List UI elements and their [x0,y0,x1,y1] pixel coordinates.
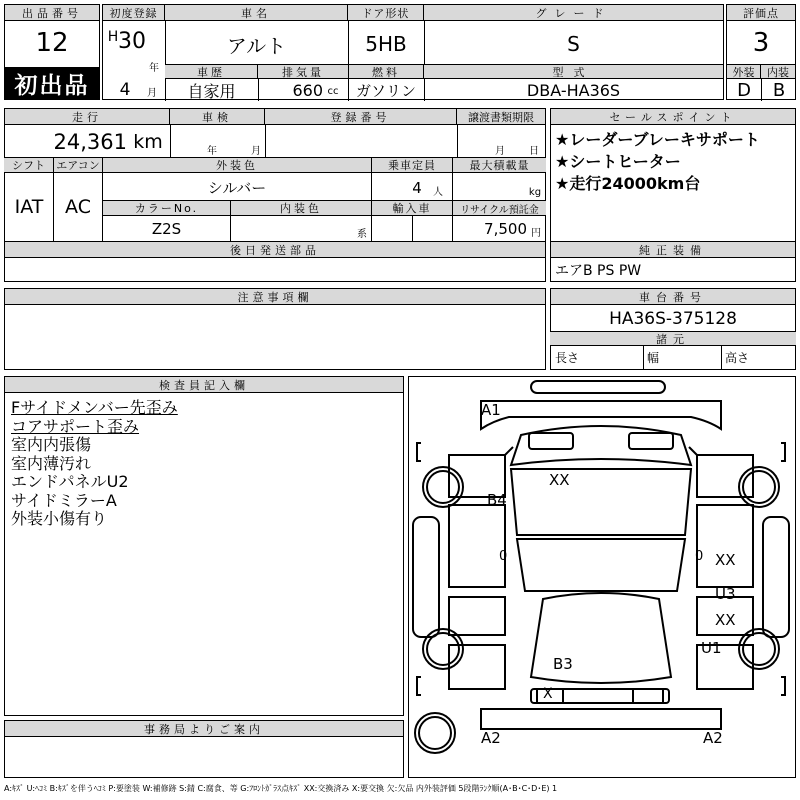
reg-month: 4 [119,80,131,100]
inspector-line: サイドミラーA [11,490,117,510]
fuel-label: 燃料 [348,64,424,79]
sales-points-box [550,108,796,242]
office-label: 事務局よりご案内 [5,721,403,737]
exterior-label: 外装 [726,64,761,79]
interior-label: 内装 [760,64,796,79]
inspector-lines [11,399,178,529]
reg-no-label: 登録番号 [265,109,457,125]
reg-year-unit: 年 [149,62,159,74]
color-no-label: カラーNo. [102,200,231,216]
displacement-label: 排気量 [258,64,348,79]
int-color-unit: 系 [357,228,367,240]
door-type: 5HB [365,32,407,56]
mark-right-u3: U3 [715,585,736,603]
reg-era: H [107,29,119,45]
model-label: 型式 [424,64,723,79]
equipment-box [550,241,796,282]
model: DBA-HA36S [526,80,621,100]
fuel: ガソリン [355,81,416,100]
inspector-line: 外装小傷有り [11,509,108,528]
car-name: アルト [226,33,287,58]
shift: IAT [14,196,44,218]
inspector-line: 室内薄汚れ [11,453,92,473]
transfer-day-unit: 日 [529,145,539,157]
recycle-label: リサイクル預託金 [452,200,546,216]
displacement-unit: cc [327,85,339,97]
delivery-parts-box [4,241,546,282]
history: 自家用 [187,81,236,101]
equipment-value: エアB PS PW [555,263,642,279]
car-name-label: 車名 [165,5,348,21]
ac: AC [65,196,91,218]
inspection-year-unit: 年 [207,145,217,157]
sales-list [555,129,760,195]
score-label: 評価点 [727,5,795,21]
lot-number-box [4,4,100,100]
inspector-line: コアサポート歪み [11,416,140,436]
capacity-unit: 人 [433,186,443,198]
capacity: 4 [412,179,422,197]
mark-bottom-a2-right: A2 [703,729,723,747]
mark-right-u1: U1 [701,639,722,657]
interior-grade: B [772,79,786,101]
lot-number-label: 出品番号 [5,5,99,21]
mark-left-b4: B4 [487,491,507,509]
transfer-label: 譲渡書類期限 [457,109,545,125]
ext-color-label: 外装色 [102,157,372,173]
delivery-label: 後日発送部品 [5,242,545,258]
recycle: 7,500 [484,220,527,238]
door-label: ドア形状 [348,5,424,21]
sales-point: ★レーダーブレーキサポート [555,130,760,149]
car-outline [409,377,794,776]
first-listing-badge: 初出品 [5,67,99,99]
mileage-label: 走行 [5,109,170,125]
grade-label: グレード [424,5,723,21]
mileage: 24,361 [53,130,127,154]
grade: S [567,32,580,56]
mark-front-a1: A1 [481,401,501,419]
int-color-label: 内装色 [230,200,372,216]
mark-rear-b3: B3 [553,655,573,673]
inspection-label: 車検 [170,109,265,125]
history-label: 車歴 [165,64,258,79]
notes-box [4,288,546,370]
sales-label: セールスポイント [551,109,795,125]
mark-left-0: 0 [499,549,508,564]
chassis-box [550,288,796,370]
shift-label: シフト [4,157,54,173]
inspector-line: 室内内張傷 [11,435,92,454]
mark-right-0: 0 [695,549,704,564]
mark-roof: XX [549,471,570,489]
length-label: 長さ [555,350,580,365]
reg-month-unit: 月 [147,87,157,99]
height-label: 高さ [725,350,750,365]
dims-label: 諸元 [550,331,796,346]
inspector-line: Fサイドメンバー先歪み [11,398,178,417]
load-unit: kg [528,186,542,198]
mark-right-xx1: XX [715,551,736,569]
mark-rear-x: X [543,686,553,702]
sales-point: ★走行24000km台 [555,174,701,193]
lot-number: 12 [35,28,69,58]
width-label: 幅 [647,350,660,365]
load-label: 最大積載量 [452,157,546,173]
inspection-month-unit: 月 [251,145,261,157]
score-box [726,4,796,100]
mileage-unit: km [133,131,163,153]
ac-label: エアコン [53,157,103,173]
displacement: 660 [292,80,323,100]
legend: A:ｷｽﾞ U:ﾍｺﾐ B:ｷｽﾞを伴うﾍｺﾐ P:要塗装 W:補修跡 S:錆 C:腐食、等 G:ﾌﾛﾝﾄｶﾞﾗｽ点ｷｽﾞ XX:交換済み X:要交換 欠:欠品 内外装評価 5段階ﾗﾝｸ順(A･B･C･D･E) 1 [4,783,558,793]
import-label: 輸入車 [371,200,453,216]
exterior-grade: D [737,79,751,101]
notes-label: 注意事項欄 [5,289,545,305]
mark-bottom-a2-left: A2 [481,729,501,747]
vehicle-header [102,4,724,100]
transfer-month-unit: 月 [495,145,505,157]
inspector-line: エンドパネルU2 [11,472,129,491]
inspector-box [4,376,404,716]
office-box [4,720,404,778]
mark-right-xx2: XX [715,611,736,629]
car-diagram [408,376,796,778]
equipment-label: 純正装備 [551,242,795,258]
color-no: Z2S [151,219,182,238]
chassis-number: HA36S-375128 [609,309,737,329]
reg-year: 30 [118,28,146,54]
score: 3 [752,28,770,58]
reg-label: 初度登録 [103,5,165,21]
info-table [4,108,546,242]
chassis-label: 車台番号 [551,289,795,305]
capacity-label: 乗車定員 [371,157,453,173]
recycle-unit: 円 [531,227,541,239]
ext-color: シルバー [207,178,267,197]
sales-point: ★シートヒーター [555,152,681,171]
inspector-label: 検査員記入欄 [5,377,403,393]
